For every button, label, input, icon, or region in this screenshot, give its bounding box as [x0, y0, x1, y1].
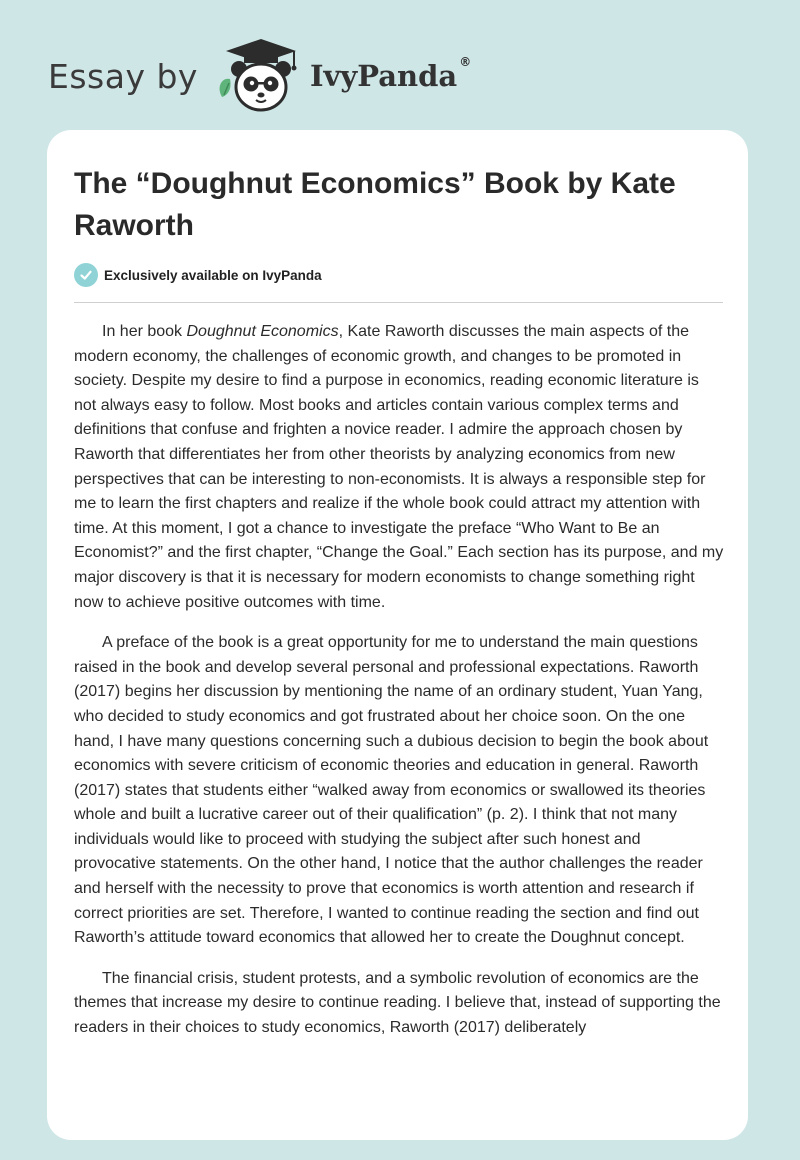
book-title-italic: Doughnut Economics	[186, 323, 339, 340]
paragraph-1-rest: , Kate Raworth discusses the main aspects of the modern economy, the challenges of economic growth, and changes to be promoted in society. Despite my desire to find a purpose in economics, reading economic literature is not always easy to follow. Most books and articles contain various complex terms and definitions that confuse and frighten a novice reader. I admire the approach chosen by Raworth that differentiates her from other theorists by analyzing economics from new perspectives that can be interesting to non-economists. It is always a responsible step for me to learn the first chapters and realize if the whole book could attract my attention with time. At this moment, I got a chance to investigate the preface “Who Want to Be an Economist?” and the first chapter, “Change the Goal.” Each section has its purpose, and my major discovery is that it is necessary for modern economists to change something right now to achieve positive outcomes with time.	[74, 323, 724, 611]
essay-body	[74, 320, 724, 1057]
exclusive-badge	[74, 263, 322, 287]
paragraph-2: A preface of the book is a great opportunity for me to understand the main questions raised in the book and develop several personal and professional expectations. Raworth (2017) begins her discussion by mentioning the name of an ordinary student, Yuan Yang, who decided to study economics and got frustrated about her choice soon. On the one hand, I have many questions concerning such a dubious decision to begin the book about economics with severe criticism of economic theories and education in general. Raworth (2017) states that students either “walked away from economics or swallowed its theories whole and built a lucrative career out of their qualification” (p. 2). I think that not many individuals would like to proceed with studying the subject after such honest and provocative statements. On the other hand, I notice that the author challenges the reader and herself with the necessity to prove that economics is worth attention and research if correct priorities are set. Therefore, I wanted to continue reading the section and find out Raworth’s attitude toward economics that allowed her to create the Doughnut concept.	[74, 634, 709, 947]
site-header	[48, 36, 471, 116]
panda-logo-icon[interactable]	[214, 37, 308, 115]
essay-by-label: Essay by	[48, 56, 198, 96]
paragraph-1	[74, 320, 724, 615]
paragraph-3: The financial crisis, student protests, and a symbolic revolution of economics are the themes that increase my desire to continue reading. I believe that, instead of supporting the readers in their choices to study economics, Raworth (2017) deliberately	[74, 969, 721, 1037]
page-title: The “Doughnut Economics” Book by Kate Raworth	[74, 167, 676, 242]
brand-label: IvyPanda	[309, 58, 458, 93]
divider	[74, 302, 723, 303]
check-icon	[74, 263, 98, 287]
paragraph-1-start: In her book	[102, 323, 187, 340]
essay-card	[47, 130, 748, 1140]
exclusive-badge-label: Exclusively available on IvyPanda	[104, 267, 322, 283]
registered-mark: ®	[459, 54, 472, 69]
brand-name[interactable]	[309, 54, 472, 93]
